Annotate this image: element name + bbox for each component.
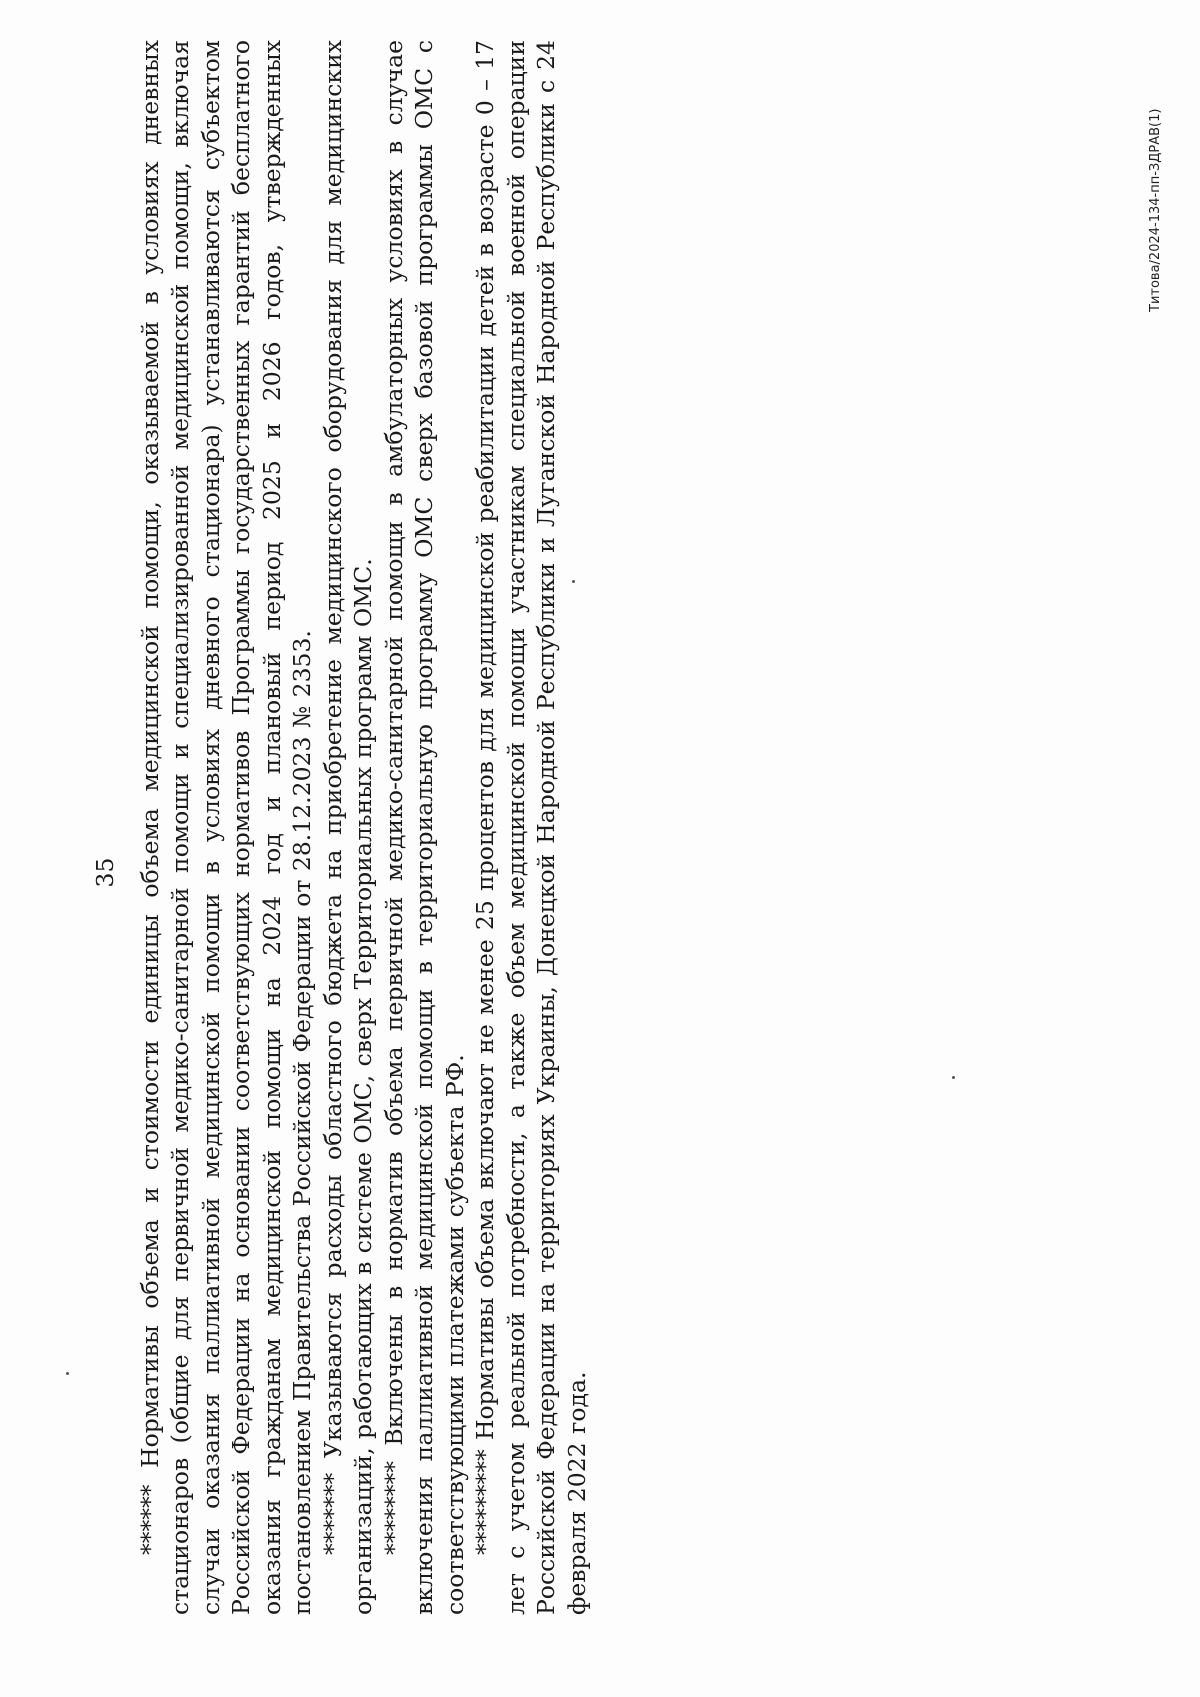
footnote-7: ******* Указываются расходы областного бюджета на приобретение медицинского оборудования для медицинских организаций, работающих в системе ОМС, сверх Территориальных программ ОМС. (318, 40, 377, 1615)
footnote-8: ******** Включены в норматив объема первичной медико-санитарной помощи в амбулаторных условиях в случае включения паллиативной медицинской помощи в территориальную программу ОМС сверх базовой программы ОМС с соответствующими платежами субъекта РФ. (379, 40, 469, 1615)
scan-speck (572, 580, 575, 583)
page-number: 35 (91, 857, 119, 888)
scan-speck (66, 1372, 69, 1375)
document-footer-code: Титова/2024-134-пп-ЗДРАВ(1) (1148, 108, 1163, 312)
rotated-content (90, 40, 592, 1615)
footnote-9: ********* Нормативы объема включают не менее 25 процентов для медицинской реабилитации детей в возрасте 0 – 17 лет с учетом реальной потребности, а также объем медицинской помощи участникам специальной военной операции Российской Федерации на территориях Украины, Донецкой Народной Республики и Луганской Народной Республики с 24 февраля 2022 года. (471, 40, 591, 1615)
footnote-6: ****** Нормативы объема и стоимости единицы объема медицинской помощи, оказываемой в условиях дневных стационаров (общие для первичной медико-санитарной помощи и специализированной медицинской помощи, включая случаи оказания паллиативной медицинской помощи в условиях дневного стационара) устанавливаются субъектом Российской Федерации на основании соответствующих нормативов Программы государственных гарантий бесплатного оказания гражданам медицинской помощи на 2024 год и плановый период 2025 и 2026 годов, утвержденных постановлением Правительства Российской Федерации от 28.12.2023 № 2353. (135, 40, 316, 1615)
scan-speck (952, 1076, 955, 1079)
